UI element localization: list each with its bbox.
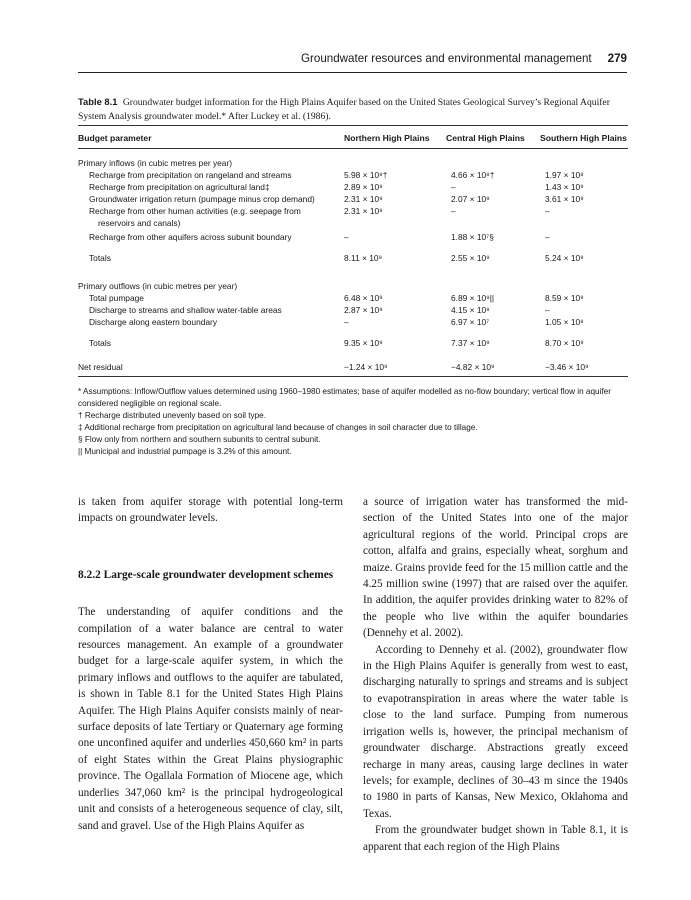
running-head <box>78 52 627 70</box>
paragraph: The understanding of aquifer conditions and the compilation of a water balance are central to water resources management. An example of a groundwater budget for a large-scale aquifer system, in which the primary inflows and outflows to the aquifer are tabulated, is shown in Table 8.1 for the United States High Plains Aquifer. The High Plains Aquifer consists mainly of near-surface deposits of late Tertiary or Quaternary age forming one unconfined aquifer and underlies 450,660 km² in parts of eight States within the Great Plains physiographic province. The Ogallala Formation of Miocene age, which underlies 347,060 km² is the principal hydrogeological unit and consists of a heterogeneous sequence of clay, silt, sand and gravel. Use of the High Plains Aquifer as <box>78 606 343 832</box>
table-cell: 1.43 × 10⁹ <box>545 182 584 192</box>
table-cell: – <box>344 232 349 242</box>
table-cell: – <box>545 305 550 315</box>
table-top-rule <box>78 125 628 126</box>
table-row-label: Discharge to streams and shallow water-table areas <box>89 305 282 315</box>
table-cell: 5.98 × 10⁸† <box>344 170 388 180</box>
table-cell: 6.48 × 10⁹ <box>344 293 383 303</box>
table-caption <box>78 95 628 123</box>
column-header-central: Central High Plains <box>446 133 525 143</box>
paragraph: a source of irrigation water has transformed the mid-section of the United States into one of the major agricultural regions of the world. Principal crops are cotton, alfalfa and grains, especially wheat, sorghum and maize. Grains provide feed for the 15 million cattle and the 4.25 million swine (1997) that are raised over the aquifer. In addition, the aquifer provides drinking water to 82% of the people who live within the aquifer boundaries (Dennehy et al. 2002). <box>363 496 628 640</box>
table-cell: 1.88 × 10⁷§ <box>451 232 494 242</box>
table-cell: – <box>451 206 456 216</box>
header-rule <box>78 72 627 73</box>
left-column <box>78 494 343 834</box>
table-footnote: ‡ Additional recharge from precipitation on agricultural land because of changes in soil character due to tillage. <box>78 423 478 432</box>
table-row-label: Recharge from precipitation on agricultural land‡ <box>89 182 270 192</box>
table-cell: 4.15 × 10⁸ <box>451 305 490 315</box>
table-cell: 2.89 × 10⁹ <box>344 182 383 192</box>
table-row-label: Recharge from other aquifers across subunit boundary <box>89 232 292 242</box>
table-cell: 2.07 × 10⁹ <box>451 194 490 204</box>
table-bottom-rule <box>78 376 628 377</box>
table-row-label-continued: reservoirs and canals) <box>98 218 181 228</box>
table-row-label: Discharge along eastern boundary <box>89 317 218 327</box>
running-head-title: Groundwater resources and environmental management <box>301 52 592 65</box>
right-column <box>363 494 628 855</box>
table-cell: 5.24 × 10⁹ <box>545 253 584 263</box>
table-footnote: † Recharge distributed unevenly based on soil type. <box>78 411 266 420</box>
page-number: 279 <box>607 52 627 65</box>
table-cell: 3.61 × 10⁹ <box>545 194 584 204</box>
table-cell: −1.24 × 10⁹ <box>344 362 388 372</box>
table-cell: 4.66 × 10⁸† <box>451 170 495 180</box>
table-cell: 8.70 × 10⁹ <box>545 338 584 348</box>
table-cell: 8.59 × 10⁹ <box>545 293 584 303</box>
table-cell: 2.87 × 10⁹ <box>344 305 383 315</box>
table-cell: 2.55 × 10⁹ <box>451 253 490 263</box>
table-header-rule <box>78 148 628 149</box>
paragraph: is taken from aquifer storage with potential long-term impacts on groundwater levels. <box>78 496 343 525</box>
table-cell: 6.89 × 10⁹|| <box>451 293 495 303</box>
outflows-heading: Primary outflows (in cubic metres per year) <box>78 281 238 291</box>
net-residual-label: Net residual <box>78 362 123 372</box>
column-header-northern: Northern High Plains <box>344 133 430 143</box>
table-cell: 7.37 × 10⁹ <box>451 338 490 348</box>
table-row-label: Recharge from other human activities (e.g. seepage from <box>89 206 301 216</box>
table-cell: 2.31 × 10⁹ <box>344 194 383 204</box>
table-row-label: Recharge from precipitation on rangeland and streams <box>89 170 292 180</box>
table-cell: 6.97 × 10⁷ <box>451 317 490 327</box>
table-cell: – <box>545 232 550 242</box>
table-footnote: § Flow only from northern and southern subunits to central subunit. <box>78 435 321 444</box>
table-cell: – <box>451 182 456 192</box>
paragraph: According to Dennehy et al. (2002), groundwater flow in the High Plains Aquifer is generally from west to east, discharging naturally to springs and streams and is subject to evapotranspiration in areas where the water table is close to the land surface. Pumping from numerous irrigation wells is, however, the principal mechanism of groundwater discharge. Abstractions greatly exceed recharge in many areas, causing large declines in water levels; for example, declines of 30–43 m since the 1940s to 1980 in parts of Kansas, New Mexico, Oklahoma and Texas. <box>363 643 628 820</box>
table-row-label: Total pumpage <box>89 293 144 303</box>
column-header-parameter: Budget parameter <box>78 133 152 143</box>
section-heading: 8.2.2 Large-scale groundwater development schemes <box>78 568 334 581</box>
table-row-label: Groundwater irrigation return (pumpage minus crop demand) <box>89 194 315 204</box>
table-footnote: || Municipal and industrial pumpage is 3.2% of this amount. <box>78 447 292 456</box>
outflows-totals-label: Totals <box>89 338 111 348</box>
inflows-totals-label: Totals <box>89 253 111 263</box>
table-footnote: * Assumptions: Inflow/Outflow values determined using 1960–1980 estimates; base of aquifer modelled as no-flow boundary; vertical flow in aquifer considered negligible on regional scale. <box>78 387 611 408</box>
table-cell: 9.35 × 10⁹ <box>344 338 383 348</box>
inflows-heading: Primary inflows (in cubic metres per year) <box>78 158 233 168</box>
table-cell: 1.97 × 10⁸ <box>545 170 584 180</box>
table-cell: 2.31 × 10⁹ <box>344 206 383 216</box>
column-header-southern: Southern High Plains <box>540 133 627 143</box>
table-caption-text: Groundwater budget information for the High Plains Aquifer based on the United States Geological Survey’s Regional Aquifer System Analysis groundwater model.* After Luckey et al. (1986). <box>78 97 610 122</box>
paragraph: From the groundwater budget shown in Table 8.1, it is apparent that each region of the High Plains <box>363 824 628 853</box>
table-cell: 1.05 × 10⁸ <box>545 317 584 327</box>
table-cell: – <box>344 317 349 327</box>
table-cell: 8.11 × 10⁹ <box>344 253 383 263</box>
table-cell: – <box>545 206 550 216</box>
table-number: Table 8.1 <box>78 96 118 107</box>
table-cell: −4.82 × 10⁹ <box>451 362 495 372</box>
table-cell: −3.46 × 10⁹ <box>545 362 589 372</box>
